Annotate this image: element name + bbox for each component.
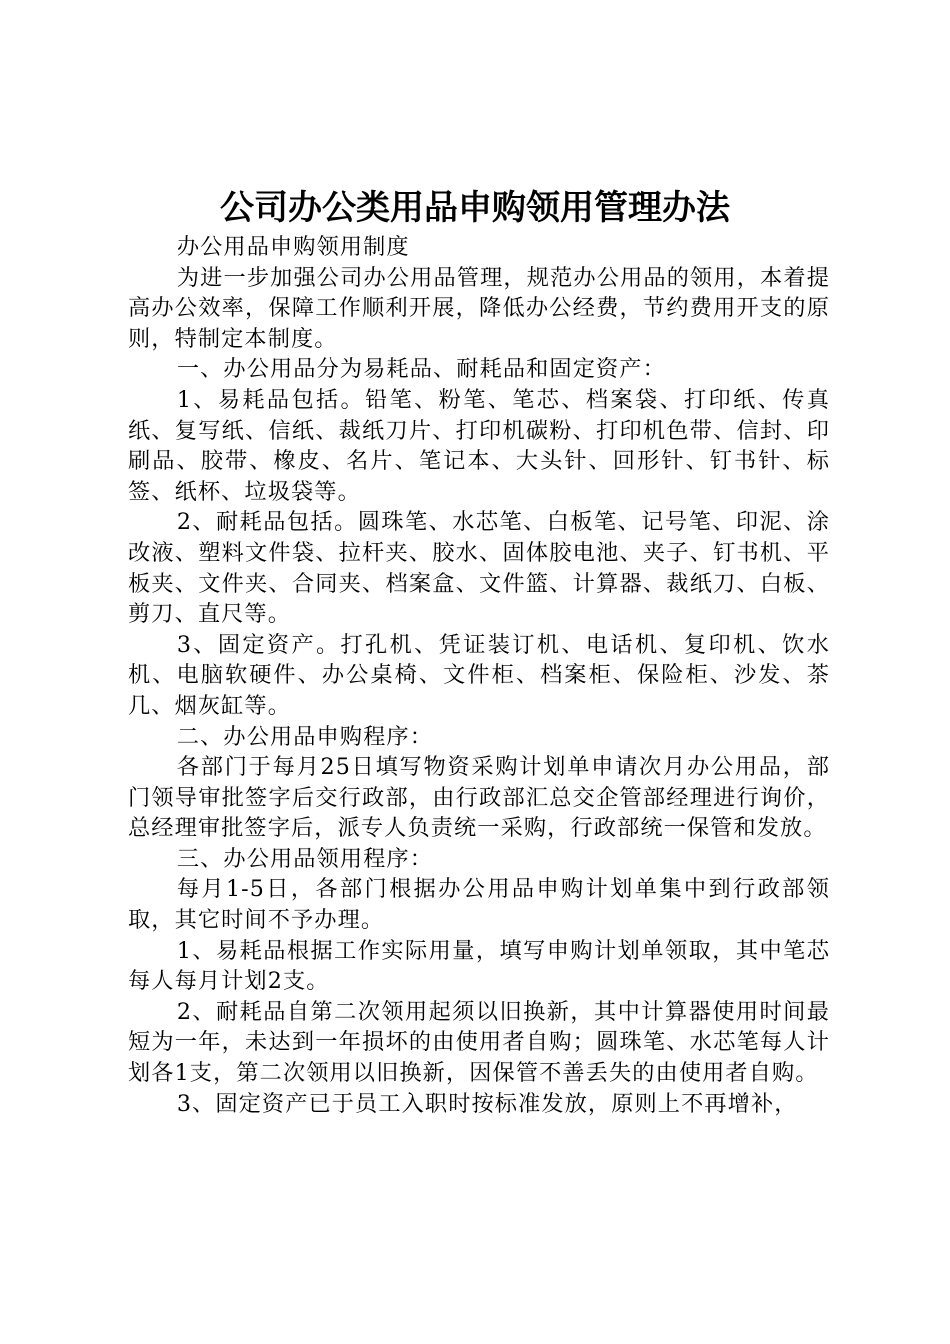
section-heading-purchase: 二、办公用品申购程序：	[176, 723, 433, 750]
section-heading-collection: 三、办公用品领用程序：	[176, 845, 433, 872]
paragraph-collection-durables: 2、耐耗品自第二次领用起须以旧换新，其中计算器使用时间最短为一年，未达到一年损坏的由使用者自购；圆珠笔、水芯笔每人计划各1支，第二次领用以旧换新，因保管不善丢失的由使用者自购。	[128, 998, 830, 1087]
paragraph-fixed-assets: 3、固定资产。打孔机、凭证装订机、电话机、复印机、饮水机、电脑软硬件、办公桌椅、文件柜、档案柜、保险柜、沙发、茶几、烟灰缸等。	[128, 631, 830, 719]
paragraph-heading-system: 办公用品申购领用制度	[176, 234, 410, 260]
paragraph-collection-consumables: 1、易耗品根据工作实际用量，填写申购计划单领取，其中笔芯每人每月计划2支。	[128, 937, 830, 995]
paragraph-durables: 2、耐耗品包括。圆珠笔、水芯笔、白板笔、记号笔、印泥、涂改液、塑料文件袋、拉杆夹、胶水、固体胶电池、夹子、钉书机、平板夹、文件夹、合同夹、档案盒、文件篮、计算器、裁纸刀、白板、剪刀、直尺等。	[128, 509, 830, 628]
paragraph-collection-schedule: 每月1-5日，各部门根据办公用品申购计划单集中到行政部领取，其它时间不予办理。	[128, 876, 830, 934]
paragraph-purchase-procedure: 各部门于每月25日填写物资采购计划单申请次月办公用品，部门领导审批签字后交行政部，由行政部汇总交企管部经理进行询价，总经理审批签字后，派专人负责统一采购，行政部统一保管和发放。	[128, 754, 830, 842]
paragraph-consumables: 1、易耗品包括。铅笔、粉笔、笔芯、档案袋、打印纸、传真纸、复写纸、信纸、裁纸刀片、打印机碳粉、打印机色带、信封、印刷品、胶带、橡皮、名片、笔记本、大头针、回形针、钉书针、标签、纸杯、垃圾袋等。	[128, 386, 830, 505]
document-body	[128, 232, 830, 1119]
paragraph-intro: 为进一步加强公司办公用品管理，规范办公用品的领用，本着提高办公效率，保障工作顺利开展，降低办公经费，节约费用开支的原则，特制定本制度。	[128, 264, 830, 352]
section-heading-categories: 一、办公用品分为易耗品、耐耗品和固定资产：	[176, 356, 666, 383]
document-title: 公司办公类用品申购领用管理办法	[220, 188, 730, 228]
paragraph-collection-fixed-assets: 3、固定资产已于员工入职时按标准发放，原则上不再增补，	[176, 1090, 798, 1117]
